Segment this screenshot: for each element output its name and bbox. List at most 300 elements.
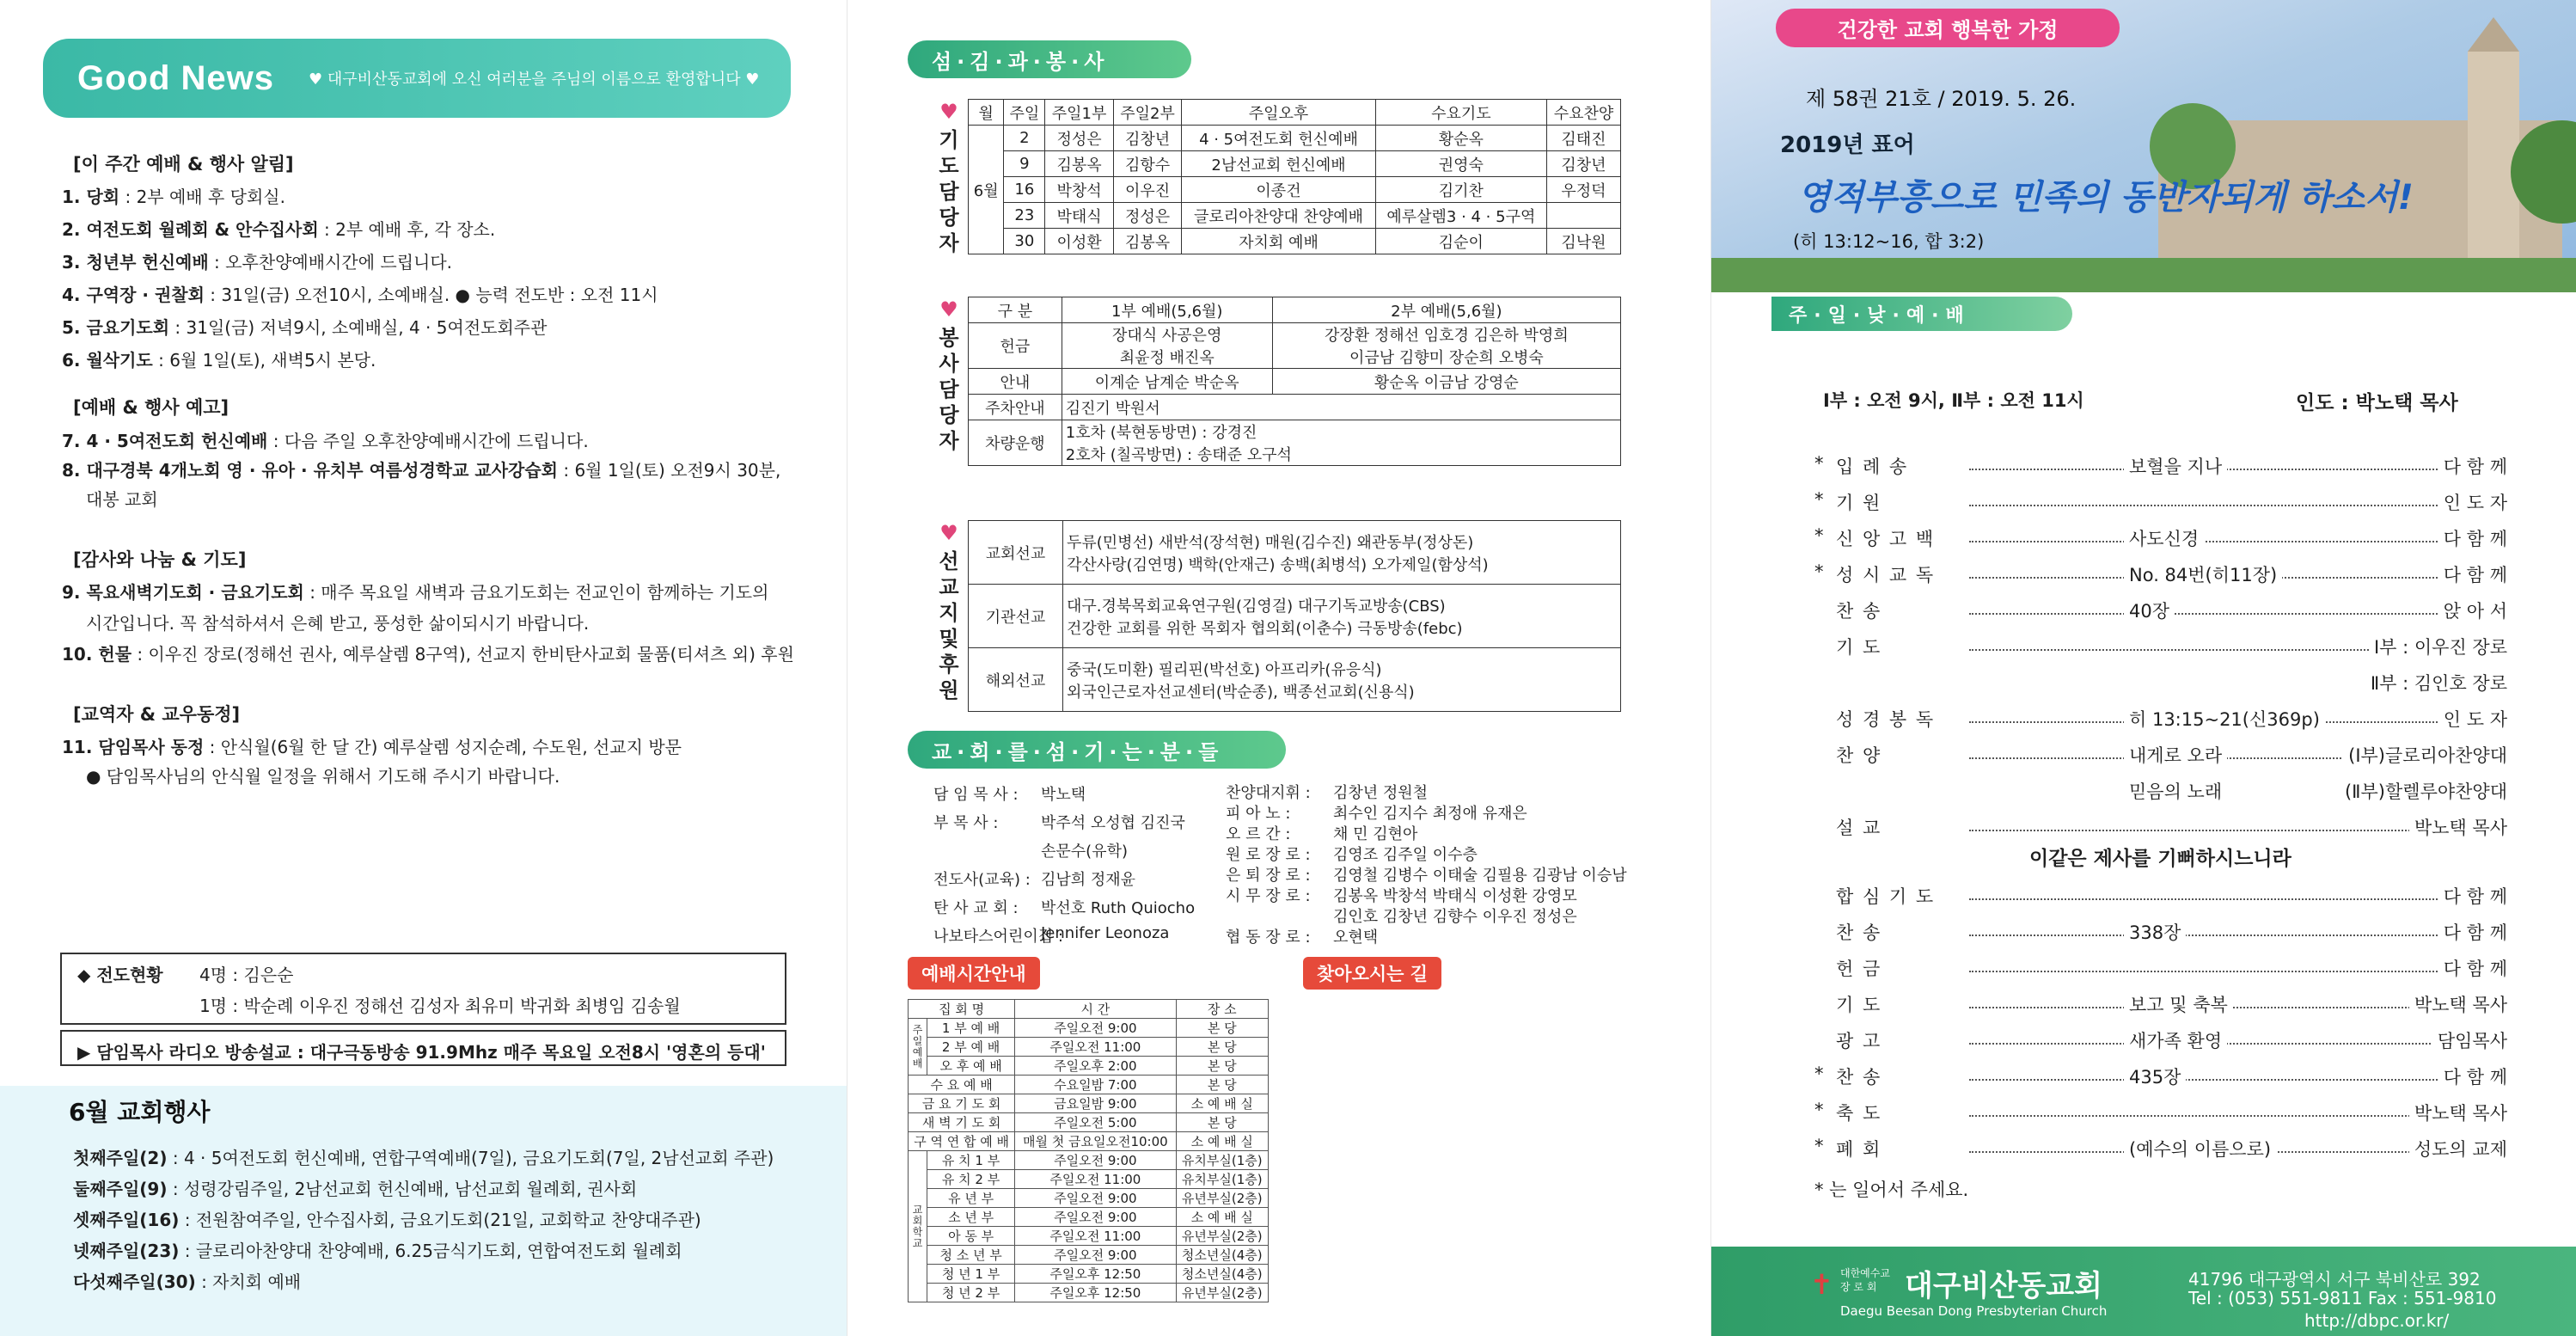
notice-item [62,579,768,604]
time-cell: 본 당 [1176,1113,1268,1132]
notice-item-text: : 31일(금) 오전10시, 소예배실. ● 능력 전도반 : 오전 11시 [204,285,658,305]
notice-item [86,763,560,788]
notice-item-text: : 6월 1일(토), 새벽5시 본당. [152,350,376,371]
offering-names: 장대식 사공은영 [1112,327,1222,345]
prayer-cell: 김봉옥 [1045,151,1113,177]
dot-leader [1969,960,2485,972]
order-person: 담임목사 [2432,1027,2507,1053]
offering-row [969,323,1621,369]
prayer-cell: 황순옥 [1375,126,1546,151]
notice-item-title: 4. 구역장 · 권찰회 [62,285,205,305]
order-content: No. 84번(히11장) [2124,561,2282,587]
dot-leader [1969,1069,2485,1081]
mission-vertical-label: 선 교 지 및 후 원 [939,549,959,702]
prayer-vertical-label: 기 도 담 당 자 [939,128,959,255]
staff-role: 시 무 장 로 : [1226,887,1311,905]
order-item: 입 례 송 [1836,457,1909,477]
notice-item-text: : 오후찬양예배시간에 드립니다. [208,252,453,273]
service-vertical-label: 봉 사 담 당 자 [939,326,959,453]
time-row [909,1284,1269,1302]
prayer-col-header: 월 [969,100,1004,126]
order-item: 기 도 [1836,637,1882,658]
parking-label: 주차안내 [969,395,1062,420]
time-row [909,1094,1269,1113]
mission-line: 외국인근로자선교센터(박순종), 백종선교회(신용식) [1067,683,1415,702]
service-leader: 인도 : 박노택 목사 [2296,392,2458,414]
notice-item-text: : 다음 주일 오후찬양예배시간에 드립니다. [267,431,589,451]
order-mark: * [1814,1136,1824,1156]
prayer-cell [1546,203,1620,229]
time-cell: 아 동 부 [927,1227,1015,1246]
time-cell: 금요일밤 9:00 [1015,1094,1176,1113]
order-mark: * [1814,1063,1824,1084]
time-cell: 오 후 예 배 [927,1057,1015,1076]
guide-row [969,369,1621,395]
prayer-col-header: 주일 [1004,100,1045,126]
prayer-cell: 박태식 [1045,203,1113,229]
time-cell: 새 벽 기 도 회 [909,1113,1015,1132]
prayer-cell: 김창년 [1113,126,1181,151]
dot-leader [1969,888,2485,900]
order-item: 성 시 교 독 [1836,565,1936,585]
time-row [909,1113,1269,1132]
june-event-week: 둘째주일(9) [73,1179,168,1199]
order-item: 헌 금 [1836,959,1882,979]
staff-role: 나보타스어린이집 : [933,928,1063,946]
church-website[interactable]: http://dbpc.or.kr/ [2304,1310,2450,1331]
upcoming-events-heading: [예배 & 행사 예고] [73,397,229,418]
dot-leader [1969,819,2485,831]
offering-label: 헌금 [969,323,1062,369]
order-mark: * [1814,1100,1824,1120]
time-cell: 주일오전 9:00 [1015,1151,1176,1170]
offering-second [1272,323,1620,369]
order-item: 설 교 [1836,818,1882,838]
time-group: 주일예배 [909,1019,927,1076]
mission-row [969,585,1621,648]
time-row [909,1132,1269,1151]
mission-line: 대구.경북목회교육연구원(김영걸) 대구기독교방송(CBS) [1067,597,1446,616]
time-group: 교회학교 [909,1151,927,1302]
june-event [73,1237,682,1262]
motto-reference: (히 13:12~16, 합 3:2) [1793,231,1985,252]
june-event-text: : 성령강림주일, 2남선교회 헌신예배, 남선교회 월례회, 권사회 [167,1179,638,1199]
time-cell: 2 부 예 배 [927,1038,1015,1057]
prayer-cell: 자치회 예배 [1182,229,1375,254]
order-item: 광 고 [1836,1031,1882,1051]
notice-item-title: 3. 청년부 헌신예배 [62,252,209,273]
time-cell: 청소년실(4층) [1176,1246,1268,1265]
notice-item-title: 7. 4 · 5여전도회 헌신예배 [62,431,268,451]
prayer-col-header: 주일오후 [1182,100,1375,126]
order-content: (예수의 이름으로) [2124,1136,2276,1161]
time-cell: 유 치 2 부 [927,1170,1015,1189]
staff-names: 김영철 김병수 이태술 김필용 김광남 이승남 [1333,867,1627,885]
order-content: 사도신경 [2124,525,2204,551]
offering-names: 이금남 김향미 장순희 오병숙 [1349,349,1544,367]
service-times: Ⅰ부 : 오전 9시, Ⅱ부 : 오전 11시 [1823,390,2084,411]
time-cell: 주일오전 5:00 [1015,1113,1176,1132]
notice-item [62,216,495,241]
time-col-header: 집 회 명 [909,1000,1015,1019]
mission-table [968,520,1621,712]
prayer-cell: 정성은 [1045,126,1113,151]
staff-names: 오현택 [1333,928,1379,947]
june-events-title: 6월 교회행사 [69,1098,211,1126]
staff-names: 김영조 김주일 이수층 [1333,846,1478,864]
time-cell: 주일오후 2:00 [1015,1057,1176,1076]
time-row [909,1076,1269,1094]
prayer-cell: 2 [1004,126,1045,151]
order-item: 신 앙 고 백 [1836,529,1936,549]
notice-item [62,248,452,273]
mission-line: 건강한 교회를 위한 목회자 협의회(이춘수) 극동방송(febc) [1067,619,1463,638]
prayer-cell: 9 [1004,151,1045,177]
order-item: 찬 송 [1836,601,1882,622]
order-person: 다 함 께 [2438,883,2507,909]
prayer-col-header: 수요찬양 [1546,100,1620,126]
june-event-week: 첫째주일(2) [73,1148,168,1168]
order-person: 박노택 목사 [2409,1100,2507,1125]
time-cell: 금 요 기 도 회 [909,1094,1015,1113]
order-person: Ⅰ부 : 이우진 장로 [2369,634,2507,659]
notice-item-text: : 매주 목요일 새벽과 금요기도회는 전교인이 함께하는 기도의 [303,582,769,603]
prayer-table [968,99,1621,254]
order-person: Ⅱ부 : 김인호 장로 [2365,670,2507,696]
time-cell: 유치부실(1층) [1176,1170,1268,1189]
order-person: (Ⅰ부)글로리아찬양대 [2343,742,2507,768]
issue-number: 제 58권 21호 / 2019. 5. 26. [1806,87,2077,111]
time-cell: 소 년 부 [927,1208,1015,1227]
staff-names: 김남희 정재윤 [1041,871,1136,889]
staff-names: 최수인 김지수 최정애 유재은 [1333,805,1527,823]
order-content: 믿음의 노래 [2124,778,2227,804]
staff-names: 김인호 김창년 김향수 이우진 정성은 [1333,908,1577,926]
notice-item-text: : 31일(금) 저녁9시, 소예배실, 4 · 5여전도회주관 [169,317,548,338]
staff-names: 박주석 오성협 김진국 [1041,814,1185,832]
order-person: 인 도 자 [2438,489,2507,515]
staff-role: 탄 사 교 회 : [933,899,1019,917]
notice-item-title: 1. 당회 [62,187,120,207]
order-person: 다 함 께 [2438,1063,2507,1089]
time-cell: 주일오전 9:00 [1015,1189,1176,1208]
time-cell: 수요일밤 7:00 [1015,1076,1176,1094]
time-cell: 유 치 1 부 [927,1151,1015,1170]
time-row [909,1057,1269,1076]
time-row [909,1227,1269,1246]
order-item: 폐 회 [1836,1139,1882,1160]
worship-time-table [908,999,1269,1302]
dot-leader [1969,924,2485,936]
prayer-col-header: 수요기도 [1375,100,1546,126]
weekly-notice-heading: [이 주간 예배 & 행사 알림] [73,154,294,175]
offering-first [1062,323,1272,369]
june-event-week: 셋째주일(16) [73,1210,180,1230]
june-event [73,1144,774,1169]
vehicle-1: 1호차 (북현동방면) : 강경진 [1065,424,1257,442]
notice-item-title: 8. 대구경북 4개노회 영 · 유아 · 유치부 여름성경학교 교사강습회 [62,460,558,481]
time-cell: 주일오전 11:00 [1015,1038,1176,1057]
june-event-week: 다섯째주일(30) [73,1272,196,1292]
staff-news-heading: [교역자 & 교우동정] [73,704,241,725]
order-person: (Ⅱ부)할렐루야찬양대 [2340,778,2507,804]
notice-item-title: 2. 여전도회 월례회 & 안수집사회 [62,219,319,240]
time-header-row [909,1000,1269,1019]
notice-item [62,183,285,208]
time-cell: 유년부실(2층) [1176,1227,1268,1246]
staff-names: 채 민 김현아 [1333,825,1418,843]
june-event-text: : 4 · 5여전도회 헌신예배, 연합구역예배(7일), 금요기도회(7일, 2남선교회 주관) [167,1148,774,1168]
time-row [909,1038,1269,1057]
june-event-week: 넷째주일(23) [73,1241,180,1261]
june-event-text: : 자치회 예배 [195,1272,302,1292]
time-cell: 소 예 배 실 [1176,1208,1268,1227]
time-cell: 청 소 년 부 [927,1246,1015,1265]
mission-row [969,648,1621,712]
time-cell: 구 역 연 합 예 배 [909,1132,1015,1151]
staff-role: 담 임 목 사 : [933,786,1019,804]
motto-label: 2019년 표어 [1780,132,1915,158]
staff-names: 박노택 [1041,786,1086,804]
prayer-cell: 김순이 [1375,229,1546,254]
mission-line: 두류(민병선) 새반석(장석현) 매원(김수진) 왜관동부(정상돈) [1067,533,1474,552]
time-cell: 1 부 예 배 [927,1019,1015,1038]
denomination-2: 장 로 회 [1840,1281,1877,1293]
cross-icon: ✝ [1810,1268,1833,1301]
time-cell: 본 당 [1176,1057,1268,1076]
prayer-col-header: 주일2부 [1113,100,1181,126]
mission-names [1063,648,1621,712]
notice-item-title: 11. 담임목사 동정 [62,737,205,757]
service-header-row [969,297,1621,323]
mission-label: 기관선교 [969,585,1063,648]
order-content: 히 13:15~21(신369p) [2124,706,2325,732]
time-row [909,1189,1269,1208]
time-cell: 주일오전 11:00 [1015,1227,1176,1246]
motto: 영적부흥으로 민족의 동반자되게 하소서! [1797,178,2414,218]
header-photo [1711,0,2576,292]
staff-role: 부 목 사 : [933,814,999,832]
prayer-cell: 권영숙 [1375,151,1546,177]
time-col-header: 장 소 [1176,1000,1268,1019]
time-cell: 본 당 [1176,1076,1268,1094]
order-person: 다 함 께 [2438,955,2507,981]
time-cell: 주일오후 12:50 [1015,1265,1176,1284]
heart-icon: ♥ [939,100,958,124]
time-row [909,1208,1269,1227]
notice-item-text: : 6월 1일(토) 오전9시 30분, [557,460,781,481]
notice-item [62,733,682,758]
church-name-en: Daegu Beesan Dong Presbyterian Church [1840,1303,2108,1319]
staff-heading: 교·회·를·섬·기·는·분·들 [908,731,1286,769]
vehicle-row [969,420,1621,466]
church-name: 대구비산동교회 [1905,1269,2102,1303]
prayer-month: 6월 [969,126,1004,254]
time-cell: 매월 첫 금요일오전10:00 [1015,1132,1176,1151]
vehicle-2: 2호차 (칠곡방면) : 송태준 오구석 [1065,446,1292,464]
order-content: 40장 [2124,598,2175,623]
order-item: 찬 송 [1836,1067,1882,1088]
june-event [73,1175,637,1200]
prayer-row [969,151,1621,177]
prayer-cell: 30 [1004,229,1045,254]
staff-names: Jennifer Leonoza [1041,924,1170,942]
church-address: 41796 대구광역시 서구 북비산로 392 [2188,1269,2481,1290]
offering-names: 최윤정 배진옥 [1119,349,1215,367]
time-cell: 주일오전 9:00 [1015,1208,1176,1227]
dot-leader [1969,603,2485,615]
guide-first: 이계순 남계순 박순옥 [1062,369,1272,395]
prayer-row [969,126,1621,151]
notice-item [62,640,794,665]
evangelism-one: 1명 : 박순례 이우진 정해선 김성자 최유미 박귀화 최병임 김송월 [199,996,681,1016]
notice-item-text: : 2부 예배 후, 각 장소. [318,219,496,240]
notice-item [62,281,658,306]
parking-names: 김진기 박원서 [1062,395,1620,420]
denomination-1: 대한예수교 [1840,1267,1890,1279]
order-person: 다 함 께 [2438,919,2507,945]
dot-leader [1969,530,2485,542]
prayer-cell: 김봉옥 [1113,229,1181,254]
time-cell: 유년부실(2층) [1176,1284,1268,1302]
prayer-cell: 글로리아찬양대 찬양예배 [1182,203,1375,229]
time-cell: 본 당 [1176,1038,1268,1057]
order-content: 435장 [2124,1063,2186,1089]
time-cell: 유치부실(1층) [1176,1151,1268,1170]
service-panel [847,0,1710,1336]
order-item: 기 원 [1836,493,1882,513]
service-table [968,297,1621,466]
order-mark: * [1814,561,1824,582]
prayer-cell: 정성은 [1113,203,1181,229]
mission-line: 각산사랑(김연명) 백학(안재근) 송백(최병석) 오가제일(함상석) [1067,555,1489,574]
serve-heading: 섬·김·과·봉·사 [908,40,1191,78]
time-cell: 주일오전 9:00 [1015,1019,1176,1038]
staff-role: 원 로 장 로 : [1226,846,1311,864]
order-person: 박노택 목사 [2409,991,2507,1017]
order-content: 새가족 환영 [2124,1027,2227,1053]
staff-names: 김창년 정원철 [1333,784,1429,802]
order-person: 다 함 께 [2438,525,2507,551]
notice-item-title: 5. 금요기도회 [62,317,170,338]
order-person: 인 도 자 [2438,706,2507,732]
prayer-cell: 박창석 [1045,177,1113,203]
order-item: 성 경 봉 독 [1836,709,1936,730]
thanks-prayer-heading: [감사와 나눔 & 기도] [73,549,247,570]
order-content: 내게로 오라 [2124,742,2227,768]
prayer-cell: 김창년 [1546,151,1620,177]
order-item: 찬 양 [1836,745,1882,766]
mission-names [1063,585,1621,648]
vehicle-info [1062,420,1620,466]
time-cell: 청 년 1 부 [927,1265,1015,1284]
notice-item-title: 6. 월삭기도 [62,350,153,371]
service-col-header: 구 분 [969,297,1062,323]
prayer-cell: 16 [1004,177,1045,203]
time-cell: 유 년 부 [927,1189,1015,1208]
prayer-header-row [969,100,1621,126]
order-mark: * [1814,453,1824,474]
notice-item-text: : 안식월(6월 한 달 간) 예루살렘 성지순례, 수도원, 선교지 방문 [204,737,682,757]
notice-item-text: ● 담임목사님의 안식월 일정을 위해서 기도해 주시기 바랍니다. [86,766,560,787]
june-event [73,1206,701,1231]
prayer-cell: 김태진 [1546,126,1620,151]
prayer-cell: 예루살렘3 · 4 · 5구역 [1375,203,1546,229]
radio-box [60,1030,786,1066]
time-cell: 소 예 배 실 [1176,1094,1268,1113]
directions-tag: 찾아오시는 길 [1303,957,1441,990]
time-row [909,1151,1269,1170]
time-cell: 유년부실(2층) [1176,1189,1268,1208]
prayer-col-header: 주일1부 [1045,100,1113,126]
evangelism-box [60,953,786,1025]
vehicle-label: 차량운행 [969,420,1062,466]
staff-names: 손문수(유학) [1041,843,1128,861]
time-cell: 소 예 배 실 [1176,1132,1268,1151]
notice-item-text: : 2부 예배 후 당회실. [119,187,285,207]
offering-names: 강장환 정해선 임호경 김은하 박영희 [1325,327,1569,345]
sermon-title: 이같은 제사를 기뻐하시느니라 [2029,848,2291,870]
staff-role: 전도사(교육) : [933,871,1031,889]
dot-leader [1969,494,2485,506]
order-content: 보고 및 축복 [2124,991,2233,1017]
service-col-header: 1부 예배(5,6월) [1062,297,1272,323]
sunday-worship-heading: 주·일·낮·예·배 [1771,297,2072,331]
order-person: 앉 아 서 [2438,598,2507,623]
time-cell: 주일오후 12:50 [1015,1284,1176,1302]
heart-icon: ♥ [939,521,958,545]
order-mark: * [1814,489,1824,510]
staff-role: 찬양대지휘 : [1226,784,1311,802]
notice-item-text: 시간입니다. 꼭 참석하셔서 은혜 받고, 풍성한 삶이되시기 바랍니다. [86,613,590,634]
time-col-header: 시 간 [1015,1000,1176,1019]
time-cell: 본 당 [1176,1019,1268,1038]
church-phone: Tel : (053) 551-9811 Fax : 551-9810 [2188,1288,2497,1308]
staff-names: 박선호 Ruth Quiocho [1041,899,1196,917]
june-event [73,1268,301,1293]
notice-item [62,457,780,481]
church-footer [1711,1247,2576,1336]
order-item: 기 도 [1836,995,1882,1015]
good-news-title: Good News [77,58,275,97]
notice-item-title: 10. 헌물 [62,644,132,665]
prayer-cell: 이성환 [1045,229,1113,254]
prayer-cell: 이종건 [1182,177,1375,203]
notice-item-text: : 이우진 장로(정해선 권사, 예루살렘 8구역), 선교지 한비탄사교회 물품(티셔츠 외) 후원 [132,644,794,665]
order-item: 축 도 [1836,1103,1882,1124]
church-slogan: 건강한 교회 행복한 가정 [1776,9,2120,47]
staff-role: 피 아 노 : [1226,805,1291,823]
notice-item-title: 9. 목요새벽기도회 · 금요기도회 [62,582,304,603]
good-news-banner [43,39,791,118]
mission-names [1063,521,1621,585]
prayer-cell: 김낙원 [1546,229,1620,254]
mission-label: 해외선교 [969,648,1063,712]
guide-label: 안내 [969,369,1062,395]
time-cell: 청소년실(4층) [1176,1265,1268,1284]
time-row [909,1019,1269,1038]
notice-item [86,486,158,511]
time-row [909,1246,1269,1265]
order-person: 박노택 목사 [2409,814,2507,840]
order-content: 338장 [2124,919,2186,945]
time-cell: 주일오전 11:00 [1015,1170,1176,1189]
prayer-row [969,177,1621,203]
mission-row [969,521,1621,585]
heart-icon: ♥ [939,297,958,322]
order-content: 보혈을 지나 [2124,453,2227,479]
order-item: 찬 송 [1836,922,1882,943]
